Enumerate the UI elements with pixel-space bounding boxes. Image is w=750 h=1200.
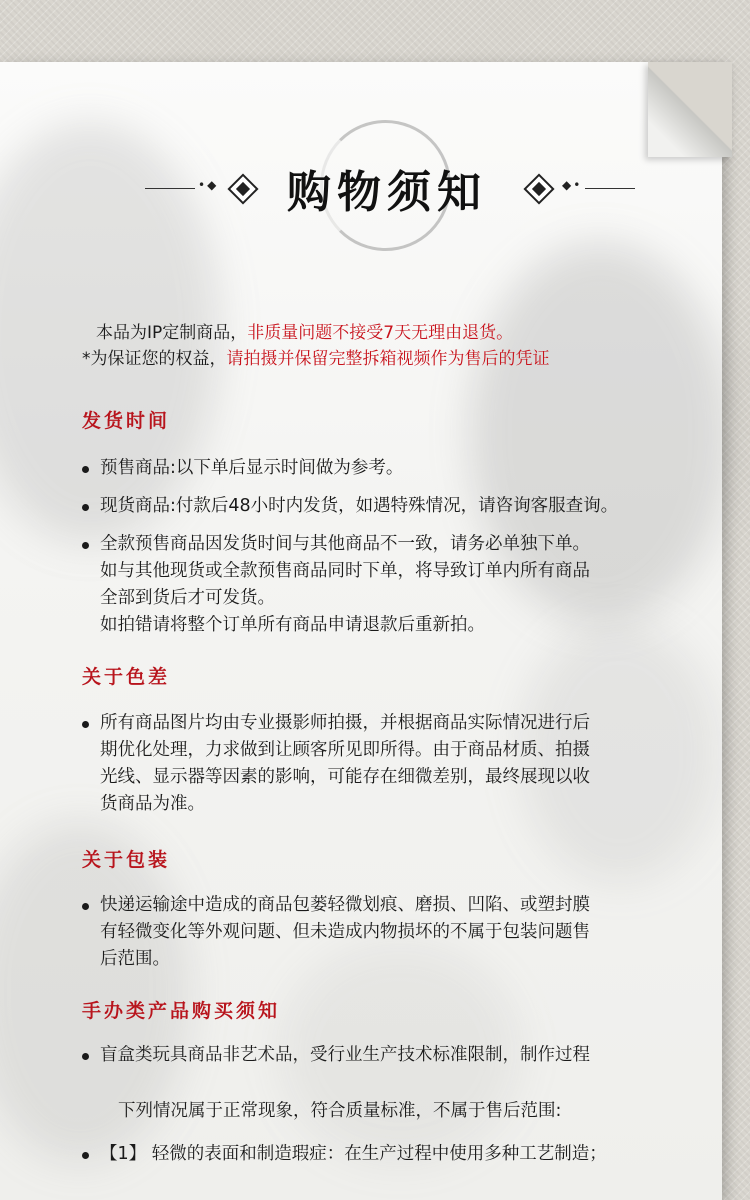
intro-line-1-text: 本品为IP定制商品， <box>96 323 248 343</box>
list-item <box>82 493 697 520</box>
header-line-right <box>585 188 635 189</box>
intro-line-2 <box>82 346 550 372</box>
list-item-text: 现货商品:付款后48小时内发货，如遇特殊情况，请咨询客服查询。 <box>100 496 619 516</box>
list-item <box>82 710 697 818</box>
section-title-packaging: 关于包装 <box>82 849 171 871</box>
dots-left-decoration: •◆ <box>198 178 219 192</box>
figures-note: 下列情况属于正常现象，符合质量标准，不属于售后范围: <box>118 1101 562 1121</box>
header-line-left <box>145 188 195 189</box>
list-item <box>82 455 697 482</box>
diamond-icon-right <box>523 173 554 204</box>
list-item <box>82 1042 697 1069</box>
list-item <box>82 531 697 639</box>
list-item-text: 盲盒类玩具商品非艺术品，受行业生产技术标准限制，制作过程 <box>100 1045 590 1065</box>
list-item <box>82 1141 697 1168</box>
page-title: 购物须知 <box>287 167 487 218</box>
intro-line-2-warning: 请拍摄并保留完整拆箱视频作为售后的凭证 <box>226 349 550 369</box>
bullet-icon <box>82 1152 89 1159</box>
section-title-figures: 手办类产品购买须知 <box>82 1000 281 1022</box>
section-title-shipping: 发货时间 <box>82 410 171 432</box>
bullet-icon <box>82 504 89 511</box>
bullet-icon <box>82 466 89 473</box>
list-item-text: 预售商品:以下单后显示时间做为参考。 <box>100 458 404 478</box>
page-header <box>0 150 722 230</box>
list-item-text: 所有商品图片均由专业摄影师拍摄，并根据商品实际情况进行后 期优化处理，力求做到让顾客所见即所得。由于商品材质、拍摄 光线、显示器等因素的影响，可能存在细微差别，最终展现以收 货商品为准。 <box>100 713 590 814</box>
list-item-text: 全款预售商品因发货时间与其他商品不一致，请务必单独下单。 如与其他现货或全款预售商品同时下单，将导致订单内所有商品 全部到货后才可发货。 如拍错请将整个订单所有商品申请退款后重新拍。 <box>100 534 590 635</box>
paper-fold-corner <box>648 62 732 157</box>
list-item <box>82 892 697 973</box>
intro-line-1-warning: 非质量问题不接受7天无理由退货。 <box>247 323 514 343</box>
list-item-text: 快递运输途中造成的商品包蒌轻微划痕、磨损、凹陷、或塑封膜 有轻微变化等外观问题、但未造成内物损坏的不属于包装问题售 后范围。 <box>100 895 590 969</box>
dots-right-decoration: ◆• <box>562 178 583 192</box>
bullet-icon <box>82 1053 89 1060</box>
bullet-icon <box>82 903 89 910</box>
section-title-color: 关于色差 <box>82 666 171 688</box>
bullet-icon <box>82 721 89 728</box>
diamond-icon-left <box>227 173 258 204</box>
bullet-icon <box>82 542 89 549</box>
intro-block <box>82 320 550 372</box>
list-item-text: 【1】 轻微的表面和制造瑕症：在生产过程中使用多种工艺制造； <box>100 1144 607 1164</box>
intro-line-2-text: *为保证您的权益， <box>82 349 227 369</box>
intro-line-1 <box>82 320 550 346</box>
